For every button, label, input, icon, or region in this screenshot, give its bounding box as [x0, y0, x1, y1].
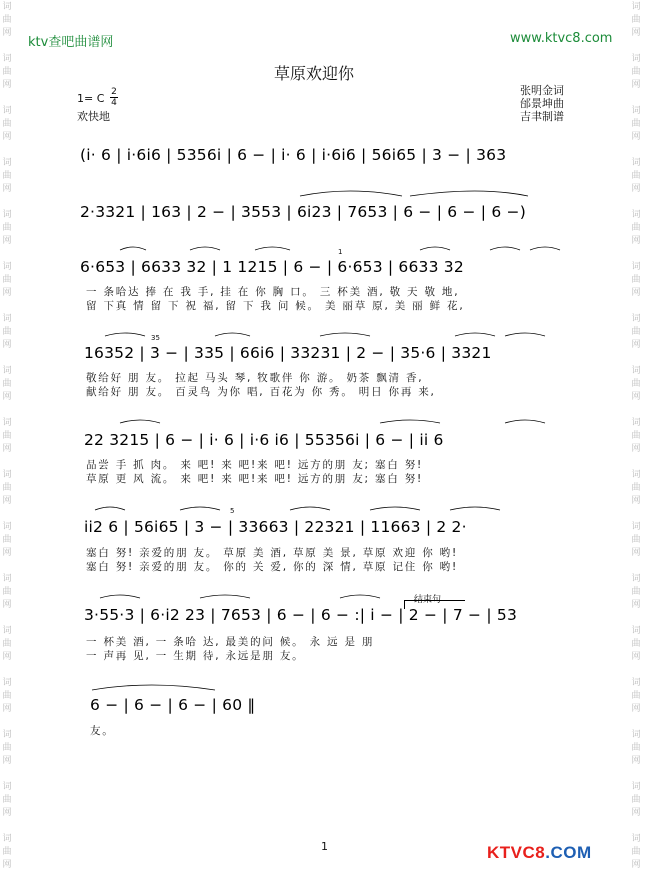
site-name[interactable]: ktv查吧曲谱网 [28, 35, 114, 50]
score-line-6: ii2 6 | 56i65 | 3 − | 33663 | 22321 | 11663 | 2 2· [84, 518, 467, 536]
watermark-glyph: 曲 [631, 639, 641, 649]
lyrics-line-7-verse-2: 一 声再 见, 一 生期 待, 永远是朋 友。 [86, 650, 305, 662]
watermark-glyph: 词 [631, 210, 641, 220]
watermark-glyph: 网 [631, 652, 641, 662]
watermark-glyph: 词 [631, 626, 641, 636]
watermark-glyph: 词 [631, 106, 641, 116]
grace-note-35: 35 [151, 334, 160, 342]
watermark-glyph: 曲 [631, 587, 641, 597]
watermark-glyph: 词 [631, 158, 641, 168]
watermark-glyph: 词 [631, 522, 641, 532]
watermark-glyph: 词 [631, 834, 641, 844]
score-line-7: 3·55·3 | 6·i2 23 | 7653 | 6 − | 6 − :| i − | 2 − | 7 − | 53 [84, 606, 518, 624]
watermark-glyph: 词 [631, 418, 641, 428]
site-url[interactable]: www.ktvc8.com [510, 31, 613, 46]
watermark-glyph: 曲 [631, 275, 641, 285]
watermark-glyph: 曲 [2, 691, 12, 701]
time-signature-top: 2 [111, 87, 117, 97]
watermark-glyph: 网 [631, 288, 641, 298]
ending-label: 结束句 [414, 595, 442, 605]
lyricist: 张明金词 [520, 84, 564, 97]
watermark-glyph: 词 [2, 366, 12, 376]
watermark-glyph: 曲 [631, 743, 641, 753]
watermark-glyph: 网 [2, 808, 12, 818]
composer: 邰景坤曲 [520, 97, 564, 110]
watermark-glyph: 词 [631, 314, 641, 324]
watermark-glyph: 词 [631, 366, 641, 376]
lyrics-line-5-verse-2: 草原 更 风 流。 来 吧! 来 吧!来 吧! 远方的朋 友; 塞白 努! [86, 473, 424, 485]
watermark-glyph: 网 [631, 132, 641, 142]
watermark-glyph: 网 [2, 288, 12, 298]
watermark-glyph: 网 [631, 600, 641, 610]
watermark-glyph: 曲 [2, 795, 12, 805]
watermark-glyph: 曲 [631, 535, 641, 545]
watermark-glyph: 曲 [631, 223, 641, 233]
watermark-glyph: 曲 [2, 223, 12, 233]
watermark-glyph: 曲 [631, 691, 641, 701]
watermark-glyph: 词 [2, 418, 12, 428]
lyrics-line-6-verse-1: 塞白 努! 亲爱的朋 友。 草原 美 酒, 草原 美 景, 草原 欢迎 你 哟! [86, 547, 458, 559]
watermark-glyph: 曲 [2, 171, 12, 181]
tempo-marking: 欢快地 [77, 110, 110, 123]
watermark-glyph: 曲 [631, 795, 641, 805]
watermark-glyph: 网 [2, 236, 12, 246]
watermark-glyph: 网 [2, 340, 12, 350]
watermark-glyph: 词 [631, 54, 641, 64]
watermark-glyph: 词 [2, 158, 12, 168]
watermark-glyph: 曲 [2, 431, 12, 441]
watermark-glyph: 网 [631, 496, 641, 506]
watermark-glyph: 词 [631, 678, 641, 688]
watermark-glyph: 曲 [631, 171, 641, 181]
watermark-glyph: 词 [631, 782, 641, 792]
watermark-glyph: 词 [2, 314, 12, 324]
watermark-glyph: 网 [631, 184, 641, 194]
watermark-glyph: 网 [2, 496, 12, 506]
grace-note-1: 1 [338, 248, 343, 256]
watermark-glyph: 曲 [2, 15, 12, 25]
watermark-glyph: 网 [2, 756, 12, 766]
watermark-glyph: 词 [2, 106, 12, 116]
watermark-glyph: 词 [2, 574, 12, 584]
watermark-glyph: 曲 [2, 847, 12, 857]
lyrics-line-6-verse-2: 塞白 努! 亲爱的朋 友。 你的 关 爱, 你的 深 情, 草原 记住 你 哟! [86, 561, 458, 573]
watermark-glyph: 词 [2, 626, 12, 636]
watermark-glyph: 网 [2, 392, 12, 402]
watermark-glyph: 词 [631, 2, 641, 12]
watermark-glyph: 曲 [631, 379, 641, 389]
watermark-glyph: 曲 [2, 743, 12, 753]
watermark-glyph: 网 [2, 548, 12, 558]
watermark-glyph: 词 [2, 782, 12, 792]
watermark-glyph: 曲 [631, 431, 641, 441]
watermark-glyph: 网 [631, 28, 641, 38]
watermark-glyph: 曲 [2, 483, 12, 493]
score-line-4: 16352 | 3 − | 335 | 66i6 | 33231 | 2 − | 35·6 | 3321 [84, 344, 492, 362]
watermark-glyph: 网 [631, 392, 641, 402]
watermark-glyph: 网 [2, 704, 12, 714]
lyrics-line-7-verse-1: 一 杯美 酒, 一 条哈 达, 最美的问 候。 永 远 是 朋 [86, 636, 375, 648]
watermark-glyph: 网 [631, 548, 641, 558]
watermark-glyph: 曲 [2, 67, 12, 77]
watermark-glyph: 网 [631, 444, 641, 454]
watermark-glyph: 网 [2, 132, 12, 142]
watermark-glyph: 网 [631, 860, 641, 870]
watermark-glyph: 词 [2, 834, 12, 844]
watermark-glyph: 曲 [2, 119, 12, 129]
watermark-glyph: 网 [2, 80, 12, 90]
watermark-glyph: 曲 [2, 587, 12, 597]
watermark-glyph: 网 [2, 184, 12, 194]
watermark-glyph: 曲 [631, 119, 641, 129]
watermark-glyph: 词 [2, 730, 12, 740]
score-line-2: 2·3321 | 163 | 2 − | 3553 | 6i23 | 7653 | 6 − | 6 − | 6 −) [80, 203, 526, 221]
watermark-glyph: 网 [2, 28, 12, 38]
watermark-glyph: 词 [631, 574, 641, 584]
watermark-glyph: 曲 [631, 847, 641, 857]
grace-note-5: 5 [230, 507, 235, 515]
lyrics-line-4-verse-2: 献给好 朋 友。 百灵鸟 为你 唱, 百花为 你 秀。 明日 你再 来, [86, 386, 436, 398]
watermark-glyph: 网 [631, 756, 641, 766]
lyrics-line-3-verse-1: 一 条哈达 捧 在 我 手, 挂 在 你 胸 口。 三 杯美 酒, 敬 天 敬 地, [86, 286, 460, 298]
arranger: 吉聿制谱 [520, 110, 564, 123]
score-line-1: (i· 6 | i·6i6 | 5356i | 6 − | i· 6 | i·6i6 | 56i65 | 3 − | 363 [80, 146, 507, 164]
score-line-5: 22 3215 | 6 − | i· 6 | i·6 i6 | 55356i | 6 − | ii 6 [84, 431, 444, 449]
lyrics-line-5-verse-1: 品尝 手 抓 肉。 来 吧! 来 吧!来 吧! 远方的朋 友; 塞白 努! [86, 459, 424, 471]
watermark-glyph: 曲 [631, 483, 641, 493]
watermark-glyph: 词 [2, 678, 12, 688]
watermark-glyph: 曲 [2, 327, 12, 337]
watermark-glyph: 曲 [631, 15, 641, 25]
watermark-glyph: 网 [2, 600, 12, 610]
key-signature: 1= C [77, 92, 105, 105]
page-number: 1 [321, 840, 328, 853]
watermark-glyph: 网 [2, 860, 12, 870]
watermark-glyph: 词 [631, 470, 641, 480]
watermark-glyph: 词 [2, 54, 12, 64]
watermark-glyph: 词 [2, 470, 12, 480]
watermark-glyph: 词 [2, 522, 12, 532]
score-line-3: 6·653 | 6633 32 | 1 1215 | 6 − | 6·653 | 6633 32 [80, 258, 464, 276]
page-title: 草原欢迎你 [274, 64, 355, 83]
watermark-glyph: 词 [631, 730, 641, 740]
score-line-8: 6 − | 6 − | 6 − | 60 ‖ [90, 696, 256, 714]
lyrics-line-3-verse-2: 留 下真 情 留 下 祝 福, 留 下 我 问 候。 美 丽草 原, 美 丽 鲜 花, [86, 300, 465, 312]
watermark-glyph: 网 [631, 704, 641, 714]
site-logo[interactable]: KTVC8.COM [487, 843, 592, 862]
watermark-glyph: 网 [631, 808, 641, 818]
lyrics-line-4-verse-1: 敬给好 朋 友。 拉起 马头 琴, 牧歌伴 你 游。 奶茶 飘清 香, [86, 372, 424, 384]
watermark-glyph: 网 [631, 340, 641, 350]
lyrics-line-8: 友。 [90, 725, 115, 737]
watermark-glyph: 曲 [2, 535, 12, 545]
watermark-glyph: 词 [2, 210, 12, 220]
watermark-glyph: 词 [2, 2, 12, 12]
watermark-glyph: 曲 [2, 379, 12, 389]
watermark-glyph: 词 [2, 262, 12, 272]
watermark-glyph: 曲 [2, 639, 12, 649]
time-signature-bottom: 4 [111, 98, 117, 108]
watermark-glyph: 网 [2, 652, 12, 662]
watermark-glyph: 曲 [631, 67, 641, 77]
watermark-glyph: 网 [631, 80, 641, 90]
watermark-glyph: 词 [631, 262, 641, 272]
watermark-glyph: 网 [631, 236, 641, 246]
watermark-glyph: 曲 [631, 327, 641, 337]
watermark-glyph: 网 [2, 444, 12, 454]
watermark-glyph: 曲 [2, 275, 12, 285]
